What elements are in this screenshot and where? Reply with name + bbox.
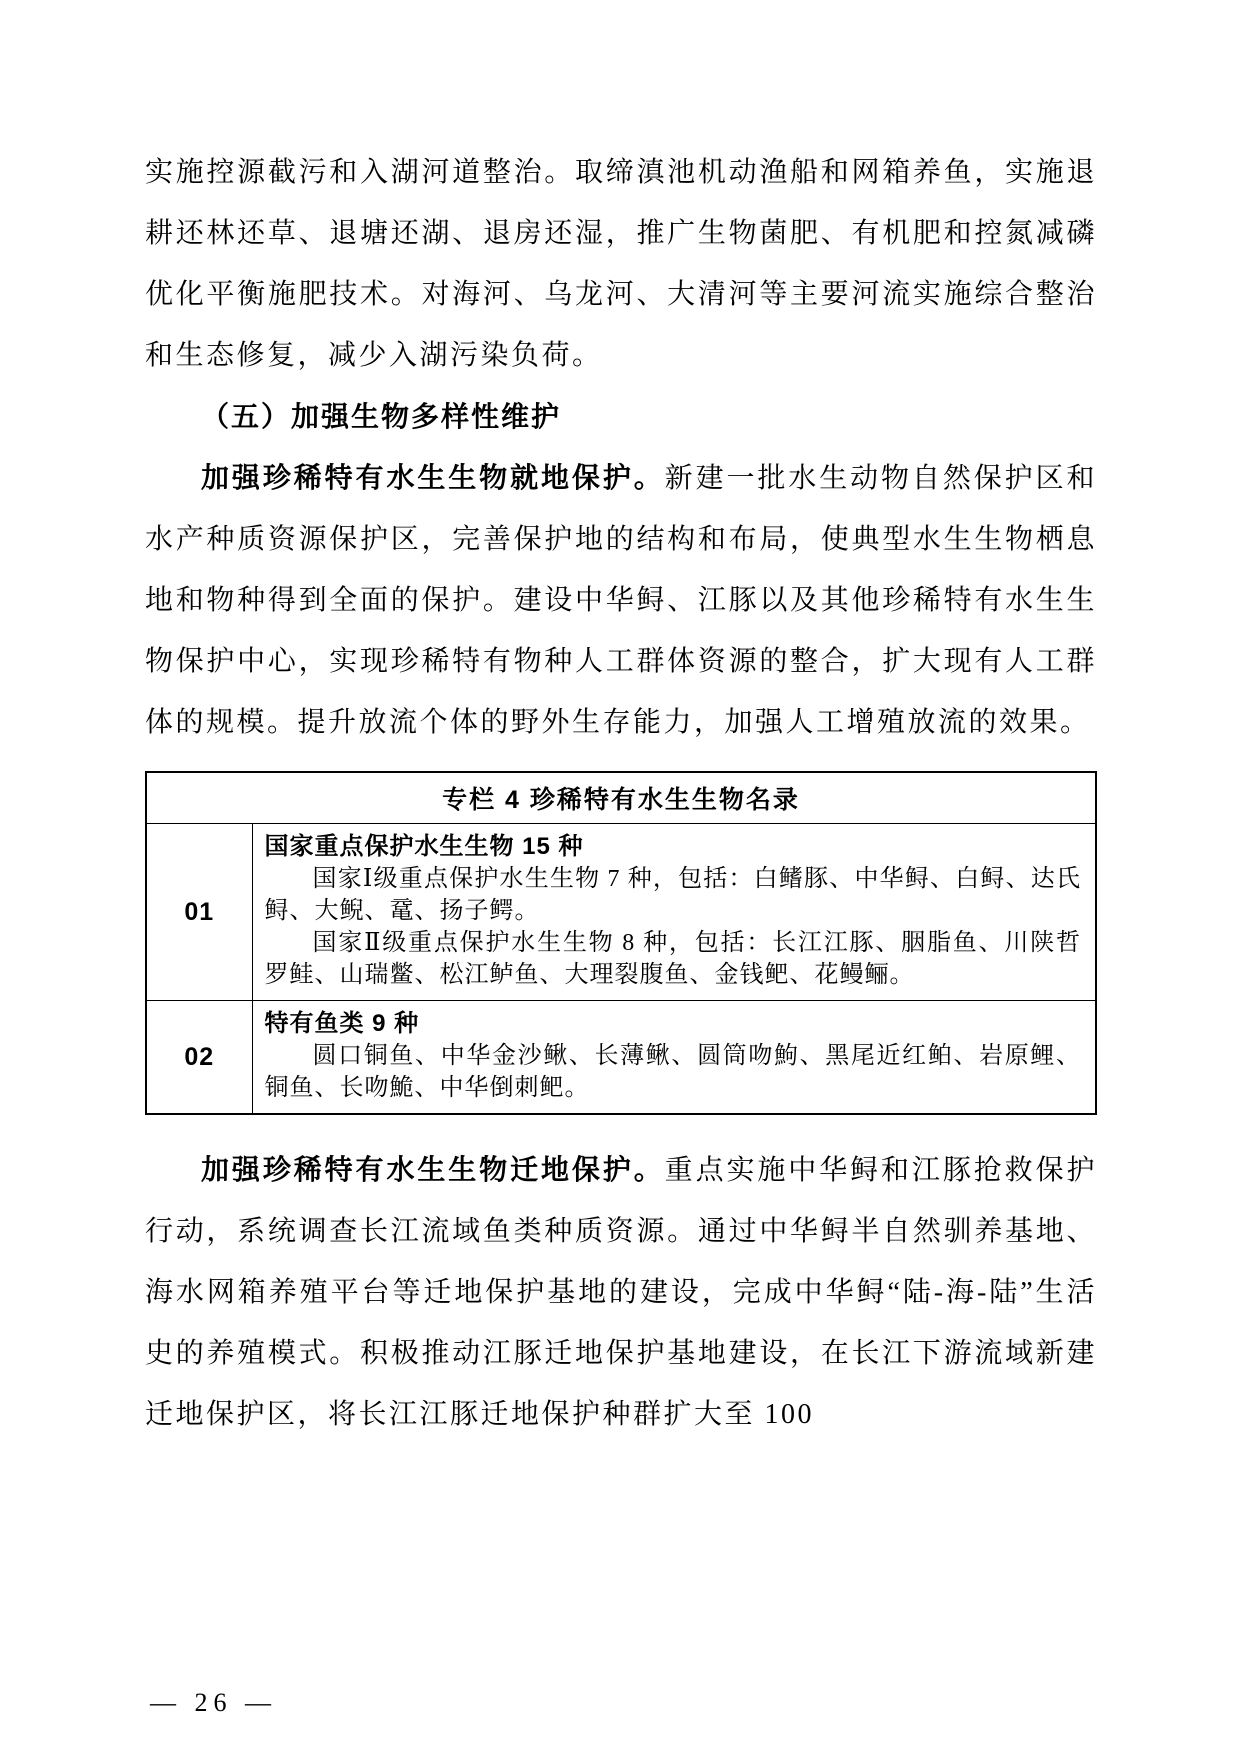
section-heading: （五）加强生物多样性维护 (201, 401, 562, 432)
cell-line: 国家Ⅱ级重点保护水生生物 8 种，包括：长江江豚、胭脂鱼、川陕哲罗鲑、山瑞鳖、松江鲈鱼、大理裂腹鱼、金钱鲃、花鳗鲡。 (264, 930, 1081, 988)
row-number: 02 (146, 1001, 252, 1115)
paragraph-in-situ-protection (145, 447, 1097, 753)
table-title: 专栏 4 珍稀特有水生生物名录 (146, 772, 1096, 824)
paragraph-body-text: 新建一批水生动物自然保护区和水产种质资源保护区，完善保护地的结构和布局，使典型水生生物栖息地和物种得到全面的保护。建设中华鲟、江豚以及其他珍稀特有水生生物保护中心，实现珍稀特有物种人工群体资源的整合，扩大现有人工群体的规模。提升放流个体的野外生存能力，加强人工增殖放流的效果。 (145, 463, 1097, 738)
row-content (252, 824, 1096, 1001)
paragraph-lead-bold: 加强珍稀特有水生生物就地保护。 (201, 462, 665, 493)
table-row (146, 824, 1096, 1001)
cell-line: 国家Ⅰ级重点保护水生生物 7 种，包括：白鳍豚、中华鲟、白鲟、达氏鲟、大鲵、鼋、扬子鳄。 (264, 866, 1081, 924)
cell-line: 圆口铜鱼、中华金沙鳅、长薄鳅、圆筒吻鮈、黑尾近红鲌、岩原鲤、铜鱼、长吻鮠、中华倒刺鲃。 (264, 1043, 1081, 1101)
paragraph-lead-bold: 加强珍稀特有水生生物迁地保护。 (201, 1154, 665, 1185)
page-number: — 26 — (150, 1688, 277, 1717)
paragraph-ex-situ-protection (145, 1139, 1097, 1445)
paragraph-continuation: 实施控源截污和入湖河道整治。取缔滇池机动渔船和网箱养鱼，实施退耕还林还草、退塘还湖、退房还湿，推广生物菌肥、有机肥和控氮减磷优化平衡施肥技术。对海河、乌龙河、大清河等主要河流实施综合整治和生态修复，减少入湖污染负荷。 (145, 157, 1097, 371)
species-list-table (145, 771, 1097, 1115)
cell-heading: 国家重点保护水生生物 15 种 (264, 833, 584, 860)
table-row (146, 1001, 1096, 1115)
cell-heading: 特有鱼类 9 种 (264, 1010, 420, 1037)
row-content (252, 1001, 1096, 1115)
row-number: 01 (146, 824, 252, 1001)
table-title-row (146, 772, 1096, 824)
paragraph-body-text: 重点实施中华鲟和江豚抢救保护行动，系统调查长江流域鱼类种质资源。通过中华鲟半自然驯养基地、海水网箱养殖平台等迁地保护基地的建设，完成中华鲟“陆-海-陆”生活史的养殖模式。积极推动江豚迁地保护基地建设，在长江下游流域新建迁地保护区，将长江江豚迁地保护种群扩大至 100 (145, 1155, 1097, 1430)
